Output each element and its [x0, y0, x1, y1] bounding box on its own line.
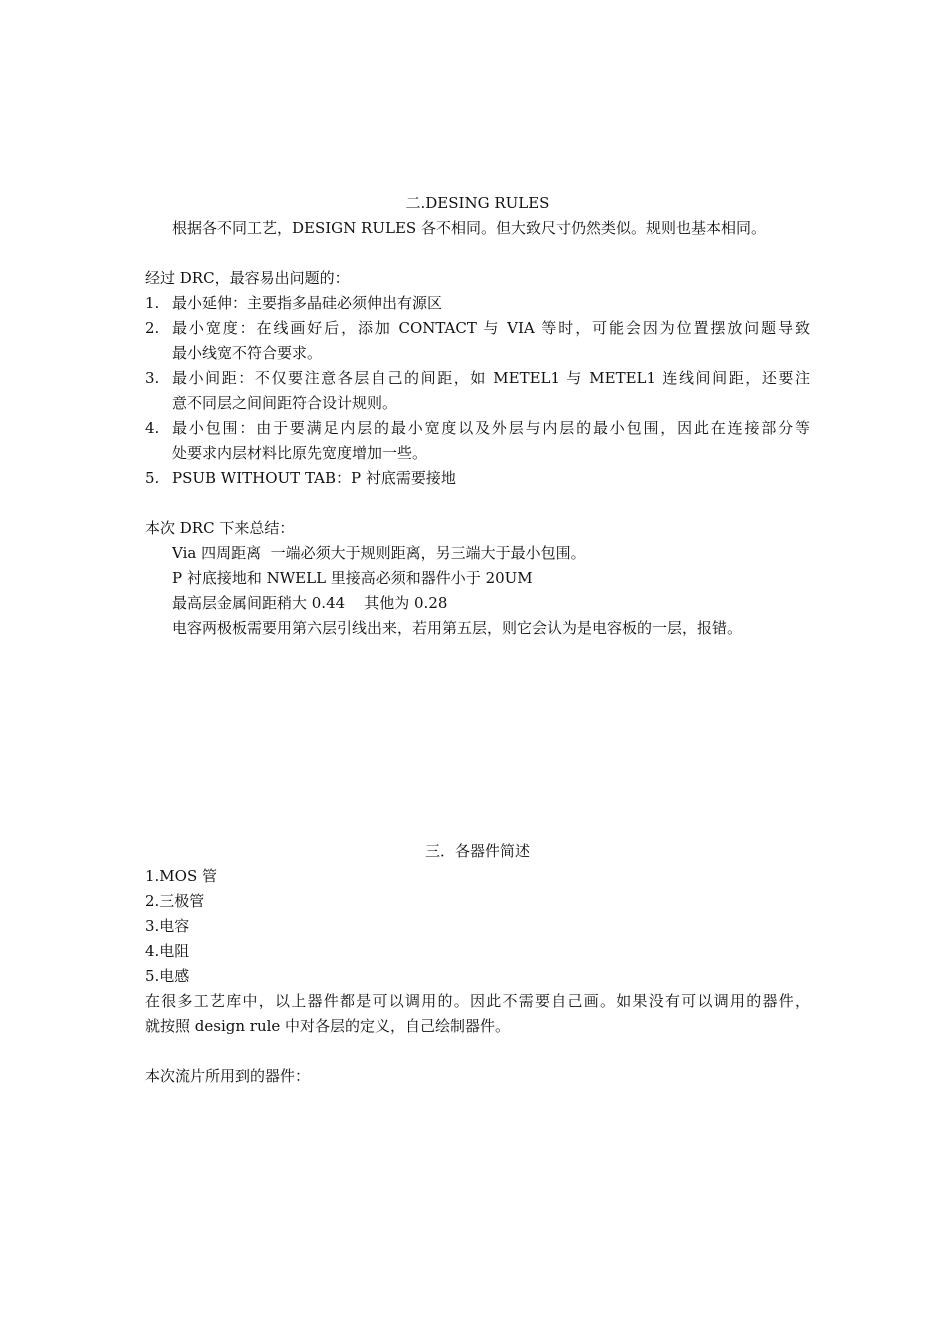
list-number: 3. [145, 369, 160, 387]
section-3-heading: 三．各器件简述 [424, 842, 530, 860]
section-2-intro: 根据各不同工艺，DESIGN RULES 各不相同。但大致尺寸仍然类似。规则也基本相同。 [172, 219, 766, 237]
list-item-text: 最小间距：不仅要注意各层自己的间距，如 METEL1 与 METEL1 连线间间距，还要注 [172, 369, 810, 387]
list-item-text: 最小宽度：在线画好后，添加 CONTACT 与 VIA 等时，可能会因为位置摆放问题导致 [172, 319, 810, 337]
summary-item: 电容两极板需要用第六层引线出来，若用第五层，则它会认为是电容板的一层，报错。 [172, 619, 743, 637]
list-item-text-continued: 意不同层之间间距符合设计规则。 [172, 394, 398, 412]
list-item-text: 最小延伸：主要指多晶硅必须伸出有源区 [172, 294, 443, 312]
closing-line: 本次流片所用到的器件： [145, 1067, 311, 1085]
list-item: 3.电容 [145, 917, 190, 935]
list-item: 5.电感 [145, 967, 190, 985]
list-item-text: PSUB WITHOUT TAB：P 衬底需要接地 [172, 469, 456, 487]
list-item-text-continued: 处要求内层材料比原先宽度增加一些。 [172, 444, 428, 462]
summary-item: Via 四周距离 一端必须大于规则距离，另三端大于最小包围。 [172, 544, 586, 562]
section-2-heading: 二.DESING RULES [405, 194, 550, 212]
paragraph-line: 在很多工艺库中，以上器件都是可以调用的。因此不需要自己画。如果没有可以调用的器件， [145, 992, 810, 1010]
drc-lead: 经过 DRC，最容易出问题的： [145, 269, 350, 287]
list-number: 2. [145, 319, 160, 337]
list-item-text-continued: 最小线宽不符合要求。 [172, 344, 323, 362]
list-number: 5. [145, 469, 160, 487]
summary-lead: 本次 DRC 下来总结： [145, 519, 295, 537]
list-number: 1. [145, 294, 160, 312]
summary-item: 最高层金属间距稍大 0.44 其他为 0.28 [172, 594, 448, 612]
list-item: 2.三极管 [145, 892, 205, 910]
summary-item: P 衬底接地和 NWELL 里接高必须和器件小于 20UM [172, 569, 533, 587]
list-number: 4. [145, 419, 160, 437]
list-item-text: 最小包围：由于要满足内层的最小宽度以及外层与内层的最小包围，因此在连接部分等 [172, 419, 810, 437]
paragraph-line: 就按照 design rule 中对各层的定义，自己绘制器件。 [145, 1017, 511, 1035]
list-item: 4.电阻 [145, 942, 190, 960]
list-item: 1.MOS 管 [145, 867, 218, 885]
